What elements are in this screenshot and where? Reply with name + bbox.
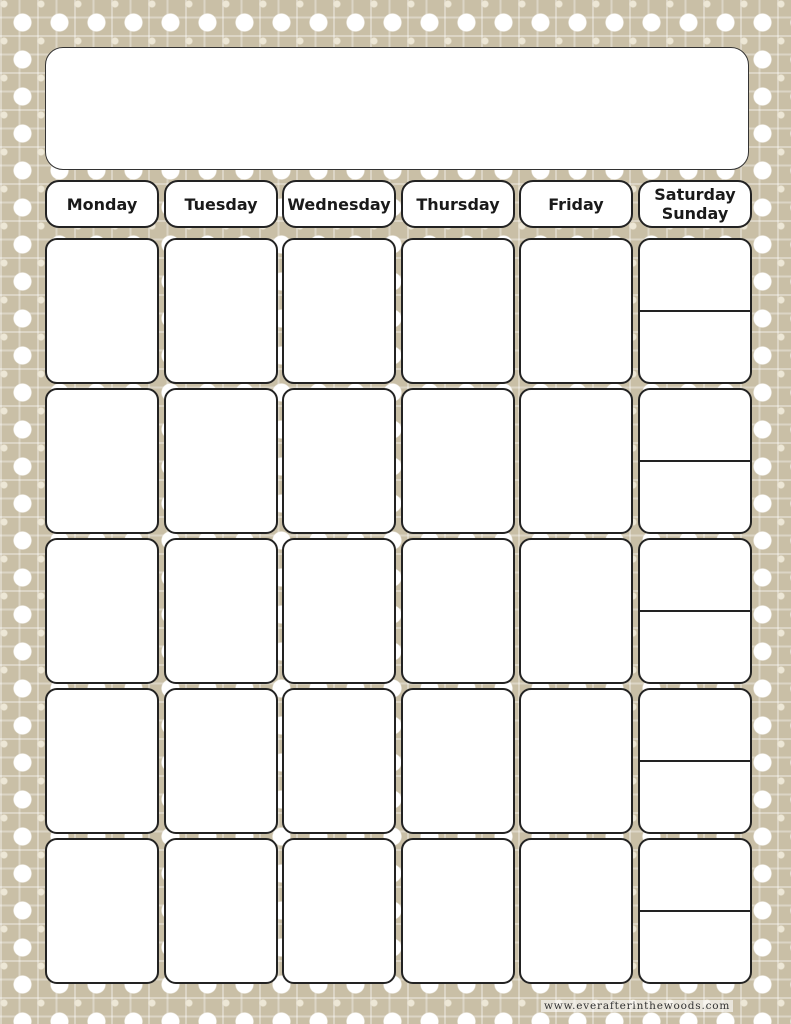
day-cell — [45, 538, 159, 684]
day-cell — [282, 688, 396, 834]
weekend-day-cell — [638, 238, 752, 384]
header-weekend — [638, 180, 752, 228]
day-cell — [401, 688, 515, 834]
month-title-box — [45, 47, 749, 170]
header-saturday-label: Saturday — [654, 185, 736, 204]
day-cell — [164, 388, 278, 534]
header-thursday-label: Thursday — [416, 194, 500, 214]
day-cell — [282, 388, 396, 534]
day-cell — [282, 838, 396, 984]
header-friday-label: Friday — [548, 194, 604, 214]
header-wednesday-label: Wednesday — [287, 194, 391, 214]
day-cell — [519, 838, 633, 984]
day-cell — [164, 238, 278, 384]
day-cell — [519, 688, 633, 834]
weekend-divider — [640, 460, 750, 462]
day-cell — [282, 538, 396, 684]
day-cell — [282, 238, 396, 384]
day-cell — [401, 838, 515, 984]
header-monday — [45, 180, 159, 228]
weekend-divider — [640, 760, 750, 762]
day-cell — [401, 538, 515, 684]
weekend-divider — [640, 310, 750, 312]
header-tuesday — [164, 180, 278, 228]
header-friday — [519, 180, 633, 228]
day-cell — [401, 388, 515, 534]
day-cell — [45, 238, 159, 384]
weekend-day-cell — [638, 838, 752, 984]
day-cell — [164, 838, 278, 984]
header-tuesday-label: Tuesday — [184, 194, 258, 214]
header-monday-label: Monday — [66, 194, 138, 214]
weekend-day-cell — [638, 538, 752, 684]
weekend-divider — [640, 610, 750, 612]
header-thursday — [401, 180, 515, 228]
website-credit: www.everafterinthewoods.com — [541, 1000, 733, 1012]
weekend-day-cell — [638, 388, 752, 534]
day-cell — [164, 538, 278, 684]
header-wednesday — [282, 180, 396, 228]
day-cell — [45, 838, 159, 984]
header-sunday-label: Sunday — [661, 204, 729, 223]
weekend-divider — [640, 910, 750, 912]
day-cell — [45, 688, 159, 834]
day-cell — [164, 688, 278, 834]
day-cell — [519, 388, 633, 534]
day-cell — [45, 388, 159, 534]
weekend-day-cell — [638, 688, 752, 834]
day-cell — [519, 238, 633, 384]
day-cell — [519, 538, 633, 684]
day-cell — [401, 238, 515, 384]
